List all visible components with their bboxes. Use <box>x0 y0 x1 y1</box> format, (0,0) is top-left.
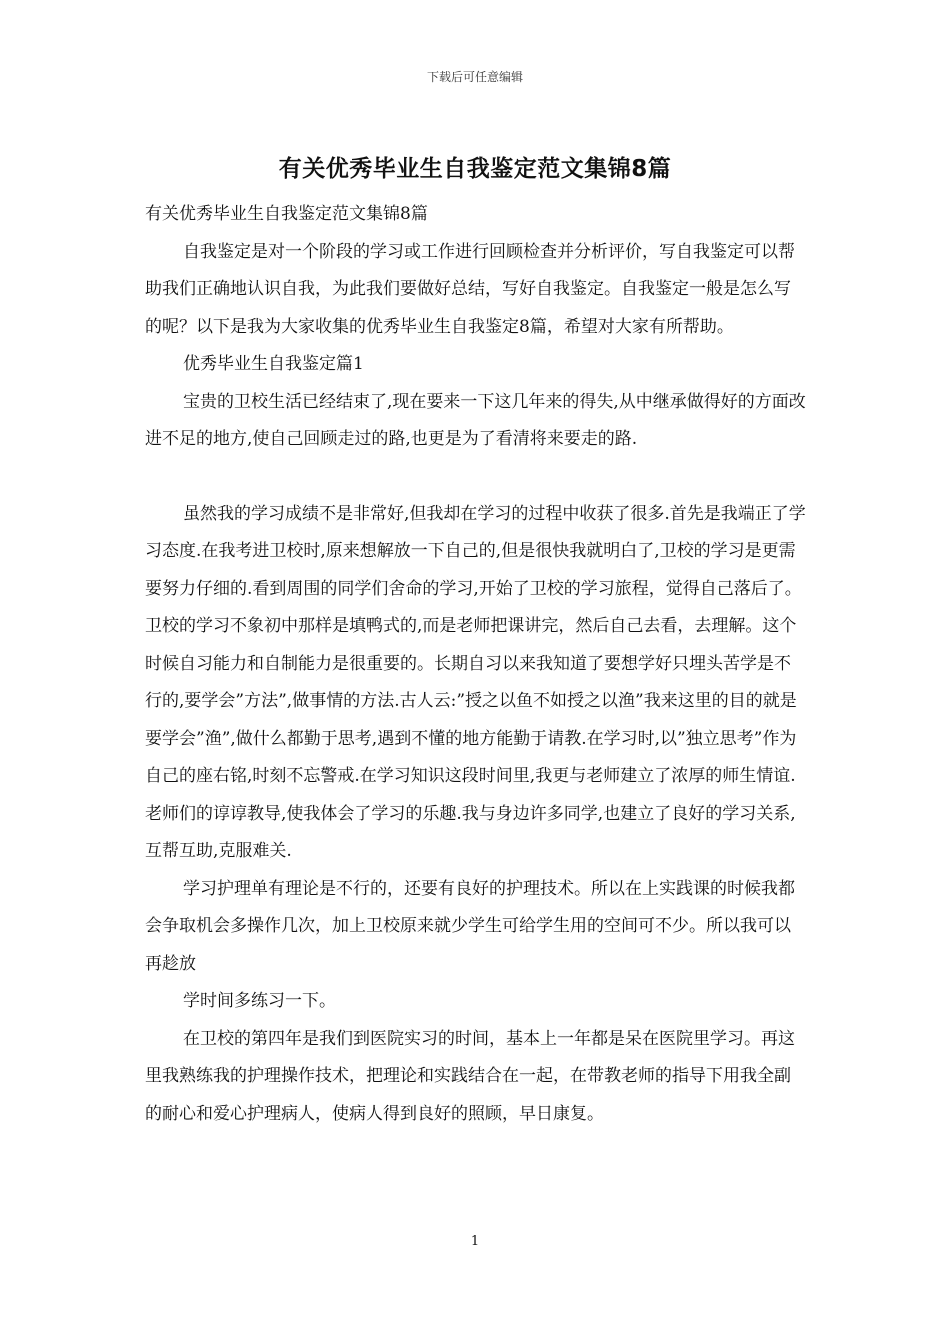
document-subtitle: 有关优秀毕业生自我鉴定范文集锦8篇 <box>145 204 428 224</box>
document-body <box>145 196 807 1133</box>
intro-paragraph: 自我鉴定是对一个阶段的学习或工作进行回顾检查并分析评价，写自我鉴定可以帮助我们正确地认识自我，为此我们要做好总结，写好自我鉴定。自我鉴定一般是怎么写的呢？以下是我为大家收集的优秀毕业生自我鉴定8篇，希望对大家有所帮助。 <box>145 241 795 337</box>
section-heading: 优秀毕业生自我鉴定篇1 <box>183 354 364 374</box>
paragraph-3: 学习护理单有理论是不行的，还要有良好的护理技术。所以在上实践课的时候我都会争取机会多操作几次，加上卫校原来就少学生可给学生用的空间可不少。所以我可以再趁放 <box>145 878 795 974</box>
paragraph-5: 在卫校的第四年是我们到医院实习的时间，基本上一年都是呆在医院里学习。再这里我熟练我的护理操作技术，把理论和实践结合在一起，在带教老师的指导下用我全副的耐心和爱心护理病人，使病人得到良好的照顾，早日康复。 <box>145 1028 795 1124</box>
paragraph-4: 学时间多练习一下。 <box>183 991 336 1011</box>
document-title: 有关优秀毕业生自我鉴定范文集锦8篇 <box>278 156 672 182</box>
page-number: 1 <box>470 1234 480 1249</box>
paragraph-1: 宝贵的卫校生活已经结束了,现在要来一下这几年来的得失,从中继承做得好的方面改进不足的地方,使自己回顾走过的路,也更是为了看清将来要走的路. <box>145 391 806 449</box>
paragraph-2: 虽然我的学习成绩不是非常好,但我却在学习的过程中收获了很多.首先是我端正了学习态度.在我考进卫校时,原来想解放一下自己的,但是很快我就明白了,卫校的学习是更需要努力仔细的.看到周围的同学们舍命的学习,开始了卫校的学习旅程，觉得自己落后了。卫校的学习不象初中那样是填鸭式的,而是老师把课讲完，然后自己去看，去理解。这个时候自习能力和自制能力是很重要的。长期自习以来我知道了要想学好只埋头苦学是不行的,要学会”方法”,做事情的方法.古人云:”授之以鱼不如授之以渔”我来这里的目的就是要学会”渔”,做什么都勤于思考,遇到不懂的地方能勤于请教.在学习时,以”独立思考”作为自己的座右铭,时刻不忘警戒.在学习知识这段时间里,我更与老师建立了浓厚的师生情谊.老师们的谆谆教导,使我体会了学习的乐趣.我与身边许多同学,也建立了良好的学习关系,互帮互助,克服难关. <box>145 503 806 861</box>
paragraph-spacer <box>145 459 807 496</box>
page-header-note: 下载后可任意编辑 <box>426 70 523 84</box>
